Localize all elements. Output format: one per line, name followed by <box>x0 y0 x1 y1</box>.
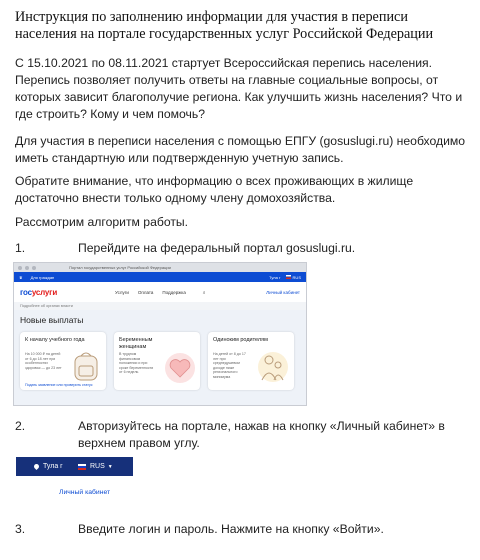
new-payments-heading: Новые выплаты <box>20 315 84 325</box>
card-description: На 10 000 ₽ на детей от 6 до 18 лет при особенностях здоровья — до 23 лет <box>25 352 62 370</box>
payment-card-school[interactable] <box>20 332 106 390</box>
nav-support[interactable]: Поддержка <box>162 289 186 295</box>
city-selector[interactable]: Тула г <box>269 274 281 280</box>
step-2 <box>15 418 470 452</box>
card-link[interactable]: Подать заявление или проверить статус <box>25 383 93 387</box>
paragraph-household: Обратите внимание, что информацию о всех проживающих в жилище достаточно внести только одному члену домохозяйства. <box>15 174 414 205</box>
window-dot-icon <box>32 266 36 270</box>
browser-tab-title: Портал государственных услуг Российской Федерации <box>69 265 171 270</box>
window-dot-icon <box>18 266 22 270</box>
logo-main: гос <box>20 287 32 297</box>
new-payments-section <box>14 310 306 405</box>
step-1 <box>15 240 470 257</box>
card-title: К началу учебного года <box>25 337 85 343</box>
card-description: На детей от 8 до 17 лет при среднедушевом доходе ниже регионального минимума <box>213 352 246 379</box>
heart-icon <box>163 352 197 384</box>
portal-top-bar <box>14 272 306 282</box>
city-selector[interactable]: Тула г <box>43 463 63 470</box>
paragraph-account: Для участия в переписи населения с помощью ЕПГУ (gosuslugi.ru) необходимо иметь стандартную или подтвержденную учетную запись. <box>15 134 466 165</box>
personal-account-link[interactable]: Личный кабинет <box>59 489 111 496</box>
audience-selector[interactable]: Для граждан <box>30 274 55 280</box>
card-title: Одиноким родителям <box>213 337 268 343</box>
step-number: 3. <box>15 522 26 536</box>
russia-flag-icon <box>78 464 86 470</box>
payment-card-single-parents[interactable] <box>208 332 294 390</box>
step-text: Перейдите на федеральный портал gosuslugi.ru. <box>78 241 356 255</box>
language-selector[interactable]: RUS <box>90 463 105 470</box>
card-title: Беременным женщинам <box>119 337 153 350</box>
location-pin-icon <box>33 463 40 470</box>
nav-payment[interactable]: Оплата <box>137 289 154 295</box>
language-label: RUS <box>292 274 301 280</box>
browser-chrome <box>14 263 306 272</box>
step-text: Введите логин и пароль. Нажмите на кнопку «Войти». <box>78 522 384 536</box>
step-text: Авторизуйтесь на портале, нажав на кнопку «Личный кабинет» в верхнем правом углу. <box>78 419 445 450</box>
portal-header <box>14 282 306 302</box>
portal-topbar-crop <box>16 457 133 476</box>
window-dot-icon <box>25 266 29 270</box>
card-description: В трудном финансовом положении и при сроке беременности от 6 недель <box>119 352 154 374</box>
russia-flag-icon <box>286 275 291 279</box>
chevron-down-icon[interactable]: ▼ <box>107 463 113 470</box>
portal-nav <box>115 290 205 295</box>
portal-banner[interactable]: Подробнее об органах власти <box>14 302 306 310</box>
gerb-icon: ♛ <box>19 274 23 280</box>
gosuslugi-logo[interactable] <box>20 288 57 297</box>
personal-account-link[interactable]: Личный кабинет <box>266 289 300 295</box>
logo-accent: услуги <box>31 287 58 297</box>
step-number: 2. <box>15 419 26 433</box>
paragraph-algorithm: Рассмотрим алгоритм работы. <box>15 215 189 229</box>
portal-screenshot <box>13 262 307 406</box>
step-number: 1. <box>15 241 26 255</box>
document-title: Инструкция по заполнению информации для участия в переписи населения на портале государственных услуг Российской Федерации <box>15 9 434 42</box>
payment-card-pregnant[interactable] <box>114 332 200 390</box>
search-icon[interactable]: ⌕ <box>202 289 206 295</box>
parent-child-icon <box>255 350 291 384</box>
step-3 <box>15 521 470 538</box>
language-selector[interactable] <box>286 275 301 280</box>
backpack-icon <box>67 350 103 384</box>
paragraph-intro: С 15.10.2021 по 08.11.2021 стартует Всероссийская перепись населения. Перепись позволяет получить ответы на главные социальные вопросы, от которых зависит благополучие региона. Как улучшить жизнь населения? Что и где строить? Кому и чем помочь? <box>15 56 463 121</box>
nav-services[interactable]: Услуги <box>115 289 129 295</box>
